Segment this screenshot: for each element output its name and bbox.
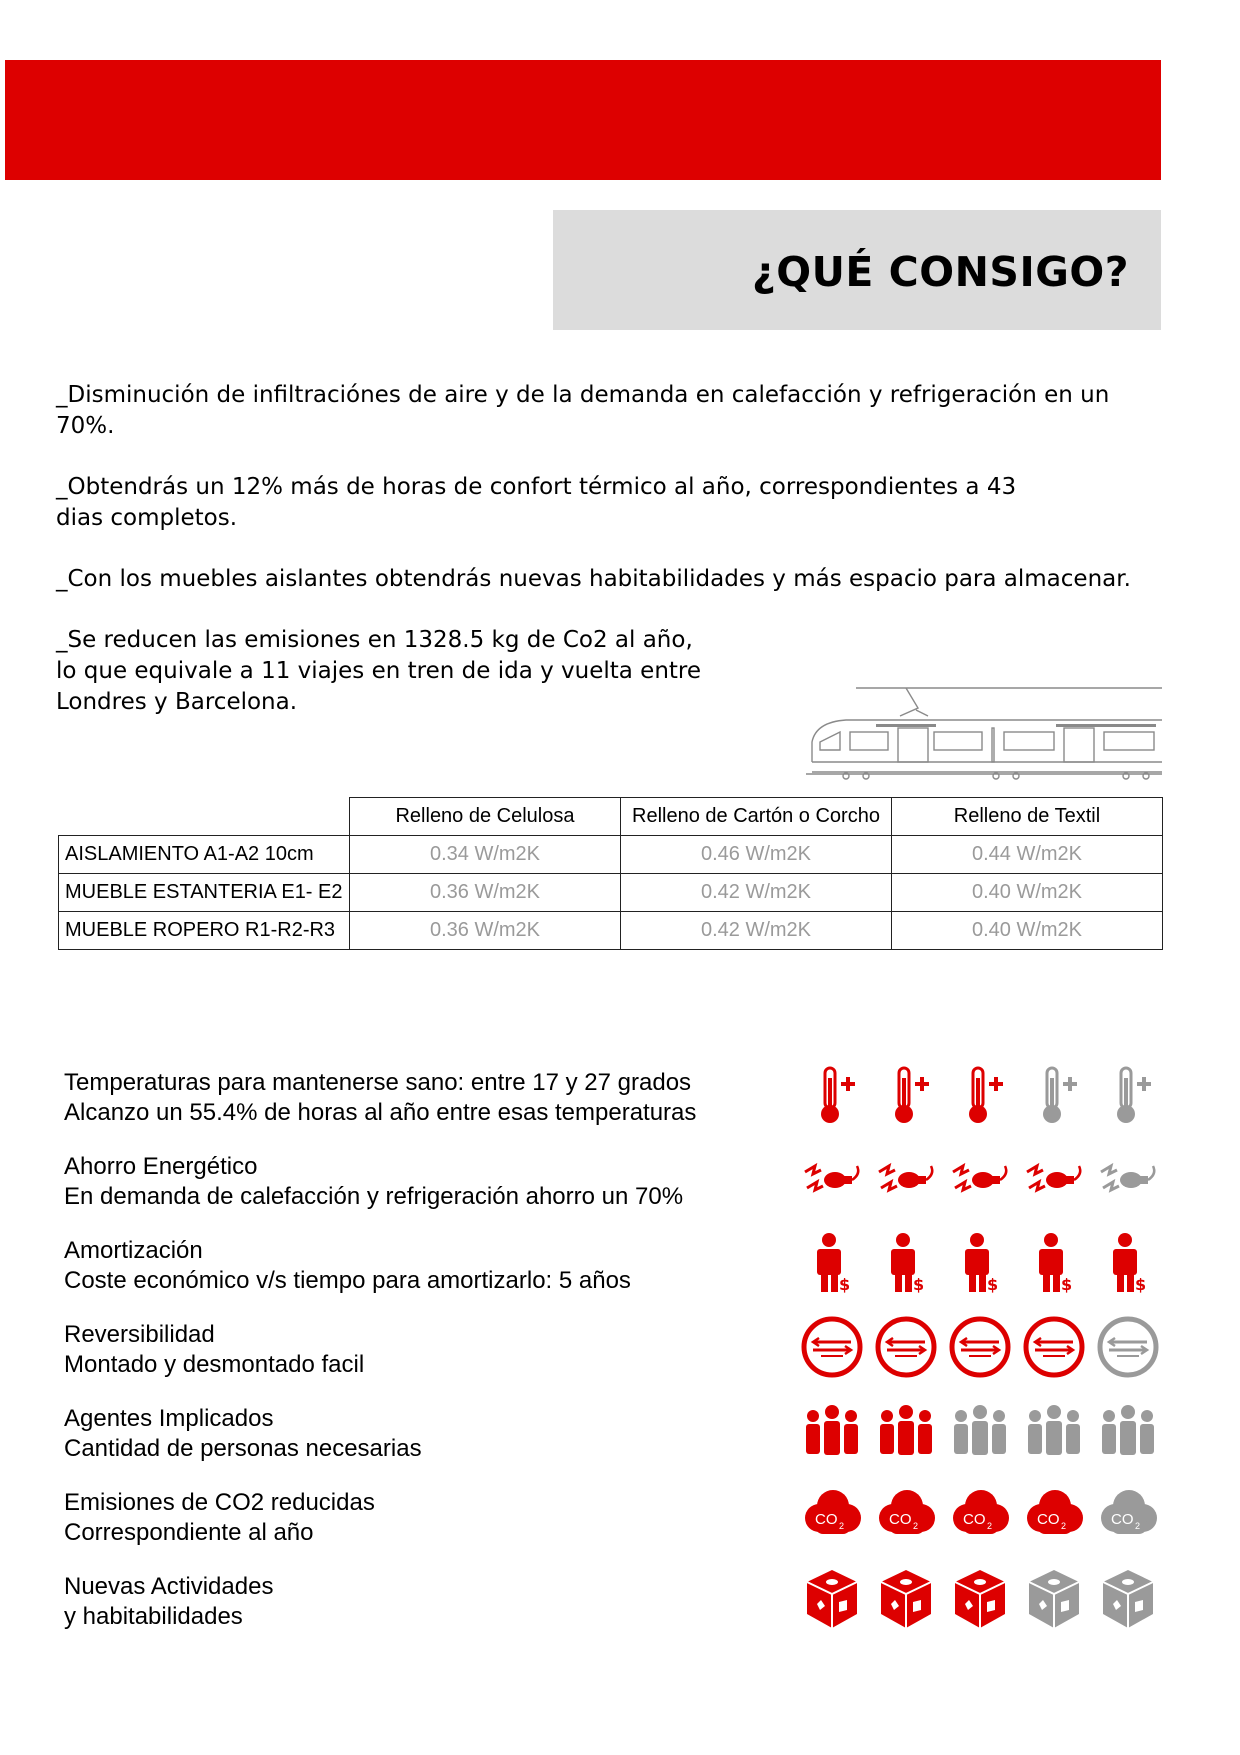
co2-cloud-icon <box>799 1480 865 1550</box>
icon-label: CO <box>815 1511 838 1528</box>
row-label: AISLAMIENTO A1-A2 10cm <box>59 836 350 874</box>
intro-paragraph: _Con los muebles aislantes obtendrás nuevas habitabilidades y más espacio para almacenar. <box>56 566 1131 592</box>
table-cell: 0.44 W/m2K <box>892 836 1163 874</box>
plug-icon <box>1095 1144 1161 1214</box>
metric-item <box>64 1572 1164 1642</box>
table-cell: 0.34 W/m2K <box>350 836 621 874</box>
metric-title: Ahorro Energético <box>64 1153 258 1180</box>
row-label: MUEBLE ESTANTERIA E1- E2 <box>59 874 350 912</box>
metric-description: En demanda de calefacción y refrigeración ahorro un 70% <box>64 1183 684 1210</box>
header-red-banner <box>5 60 1161 180</box>
thermometer-icon <box>1095 1060 1161 1130</box>
table-header: Relleno de Textil <box>892 798 1163 836</box>
icon-label: 2 <box>987 1521 993 1531</box>
activity-cube-icon <box>799 1564 865 1634</box>
table-cell: 0.36 W/m2K <box>350 874 621 912</box>
metric-description: Alcanzo un 55.4% de horas al año entre esas temperaturas <box>64 1099 697 1126</box>
table-cell: 0.46 W/m2K <box>621 836 892 874</box>
table-header-row <box>59 798 1163 836</box>
table-header: Relleno de Cartón o Corcho <box>621 798 892 836</box>
metric-rating <box>799 1144 1219 1220</box>
activity-cube-icon <box>1021 1564 1087 1634</box>
metric-title: Reversibilidad <box>64 1321 215 1348</box>
table-cell: 0.42 W/m2K <box>621 912 892 950</box>
intro-paragraph: _Se reducen las emisiones en 1328.5 kg de Co2 al año, lo que equivale a 11 viajes en tren de ida y vuelta entre Londres y Barcelona. <box>56 627 702 715</box>
reversible-icon <box>873 1312 939 1382</box>
plug-icon <box>1021 1144 1087 1214</box>
metric-rating <box>799 1480 1219 1556</box>
metric-text <box>64 1236 631 1296</box>
svg-text:$: $ <box>1135 1275 1147 1294</box>
icon-label: 2 <box>1061 1521 1067 1531</box>
people-group-icon <box>873 1396 939 1466</box>
table-cell: 0.42 W/m2K <box>621 874 892 912</box>
metric-text <box>64 1488 375 1548</box>
train-illustration <box>806 686 1162 794</box>
metric-description: Montado y desmontado facil <box>64 1351 365 1378</box>
metric-title: Emisiones de CO2 reducidas <box>64 1489 375 1516</box>
metric-description: Coste económico v/s tiempo para amortizarlo: 5 años <box>64 1267 631 1294</box>
icon-label: CO <box>1111 1511 1134 1528</box>
co2-cloud-icon <box>873 1480 939 1550</box>
people-group-icon <box>1021 1396 1087 1466</box>
people-group-icon <box>1095 1396 1161 1466</box>
svg-text:$: $ <box>839 1275 851 1294</box>
metric-item <box>64 1404 1164 1474</box>
person-money-icon <box>1021 1228 1087 1298</box>
table-row <box>59 836 1163 874</box>
reversible-icon <box>1021 1312 1087 1382</box>
metric-title: Amortización <box>64 1237 203 1264</box>
icon-label: 2 <box>839 1521 845 1531</box>
people-group-icon <box>799 1396 865 1466</box>
person-money-icon <box>947 1228 1013 1298</box>
icon-label: CO <box>889 1511 912 1528</box>
intro-paragraph: _Disminución de infiltraciónes de aire y de la demanda en calefacción y refrigeración en un 70%. <box>56 382 1110 439</box>
thermometer-icon <box>947 1060 1013 1130</box>
metric-item <box>64 1320 1164 1390</box>
uvalues-table <box>58 797 1163 950</box>
page-title: ¿QUÉ CONSIGO? <box>751 248 1129 296</box>
icon-label: 2 <box>1135 1521 1141 1531</box>
table-cell: 0.40 W/m2K <box>892 912 1163 950</box>
metric-rating <box>799 1060 1219 1136</box>
reversible-icon <box>799 1312 865 1382</box>
table-row <box>59 912 1163 950</box>
metric-text <box>64 1572 273 1632</box>
metric-title: Agentes Implicados <box>64 1405 274 1432</box>
table-header: Relleno de Celulosa <box>350 798 621 836</box>
metric-description: Cantidad de personas necesarias <box>64 1435 422 1462</box>
metric-title: Nuevas Actividades <box>64 1573 274 1600</box>
metric-text <box>64 1068 696 1128</box>
metric-rating <box>799 1228 1219 1304</box>
co2-cloud-icon <box>1095 1480 1161 1550</box>
reversible-icon <box>1095 1312 1161 1382</box>
svg-text:$: $ <box>913 1275 925 1294</box>
metric-text <box>64 1320 364 1380</box>
icon-label: CO <box>963 1511 986 1528</box>
metric-description: Correspondiente al año <box>64 1519 314 1546</box>
people-group-icon <box>947 1396 1013 1466</box>
person-money-icon <box>1095 1228 1161 1298</box>
metric-rating <box>799 1396 1219 1472</box>
person-money-icon <box>799 1228 865 1298</box>
svg-text:$: $ <box>987 1275 999 1294</box>
table-row <box>59 874 1163 912</box>
metric-rating <box>799 1312 1219 1388</box>
metric-item <box>64 1236 1164 1306</box>
row-label: MUEBLE ROPERO R1-R2-R3 <box>59 912 350 950</box>
table-cell: 0.40 W/m2K <box>892 874 1163 912</box>
person-money-icon <box>873 1228 939 1298</box>
metric-item <box>64 1152 1164 1222</box>
metric-rating <box>799 1564 1219 1640</box>
plug-icon <box>799 1144 865 1214</box>
metric-text <box>64 1404 422 1464</box>
co2-cloud-icon <box>1021 1480 1087 1550</box>
table-corner <box>59 798 350 836</box>
metric-description: y habitabilidades <box>64 1603 243 1630</box>
metric-item <box>64 1488 1164 1558</box>
activity-cube-icon <box>1095 1564 1161 1634</box>
icon-label: 2 <box>913 1521 919 1531</box>
thermometer-icon <box>873 1060 939 1130</box>
co2-cloud-icon <box>947 1480 1013 1550</box>
reversible-icon <box>947 1312 1013 1382</box>
metric-text <box>64 1152 683 1212</box>
activity-cube-icon <box>947 1564 1013 1634</box>
intro-paragraph: _Obtendrás un 12% más de horas de confort térmico al año, correspondientes a 43 dias completos. <box>56 474 1017 531</box>
plug-icon <box>873 1144 939 1214</box>
thermometer-icon <box>1021 1060 1087 1130</box>
svg-text:$: $ <box>1061 1275 1073 1294</box>
metric-item <box>64 1068 1164 1138</box>
table-cell: 0.36 W/m2K <box>350 912 621 950</box>
activity-cube-icon <box>873 1564 939 1634</box>
plug-icon <box>947 1144 1013 1214</box>
thermometer-icon <box>799 1060 865 1130</box>
icon-label: CO <box>1037 1511 1060 1528</box>
metric-title: Temperaturas para mantenerse sano: entre 17 y 27 grados <box>64 1069 692 1096</box>
title-box <box>553 210 1161 330</box>
